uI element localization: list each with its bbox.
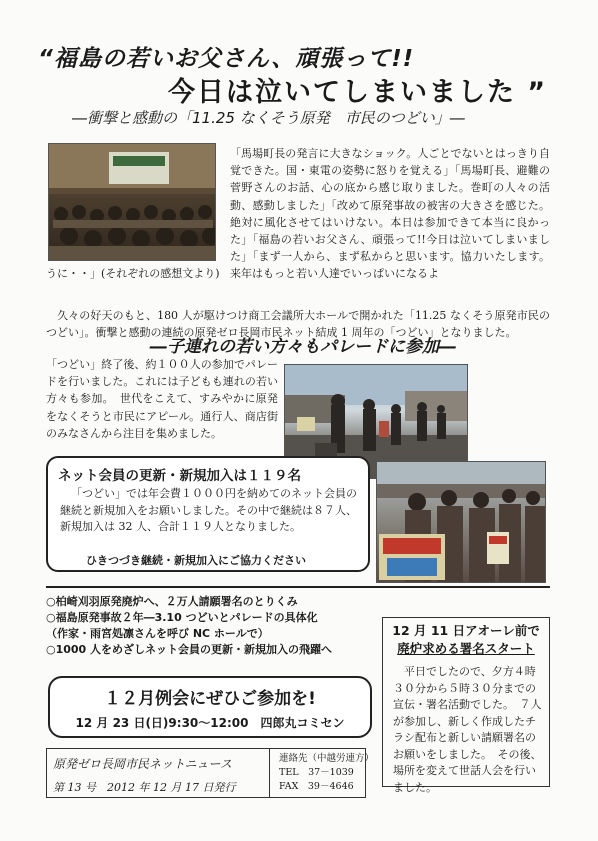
issue-info: 第 13 号 2012 年 12 月 17 日発行 <box>53 781 236 794</box>
agenda-item: （作家・雨宮処凛さんを呼び NC ホールで） <box>46 627 269 640</box>
membership-box <box>46 456 370 572</box>
signature-text: 平日でしたので、夕方４時３０分から５時３０分までの宣伝・署名活動でした。 ７人が参加し、新しく作成したチラシ配布と新しい請願署名のお願いをしました。 その後、場所を変えて世話人会を行いました。 <box>393 665 542 794</box>
section-divider <box>46 586 550 588</box>
membership-title: ネット会員の更新・新規加入は１１９名 <box>58 468 301 484</box>
contact-label: 連絡先（中越労連方） <box>279 753 375 764</box>
subheadline: ―衝撃と感動の「11.25 なくそう原発 市民のつどい」― <box>72 109 465 127</box>
parade-banner-photo <box>376 461 546 583</box>
assembly-hall-photo <box>48 143 216 261</box>
signature-title-line1: 12 月 11 日アオーレ前で <box>392 623 540 638</box>
agenda-item: ○福島原発事故２年―3.10 つどいとパレードの具体化 <box>46 611 318 624</box>
footer-masthead <box>46 748 375 798</box>
footer-separator <box>269 749 270 797</box>
publication-name: 原発ゼロ長岡市民ネットニュース <box>53 757 232 771</box>
meeting-announcement-box <box>48 676 372 738</box>
participant-quotes-end: うに・・」(それぞれの感想文より) <box>46 267 220 280</box>
contact-tel: TEL 37－1039 <box>279 767 354 778</box>
headline-line2: 今日は泣いてしまいました ” <box>168 77 548 108</box>
agenda-item: ○1000 人をめざしネット会員の更新・新規加入の飛躍へ <box>46 643 333 656</box>
membership-appeal: ひきつづき継続・新規加入にご協力ください <box>86 554 306 567</box>
signature-campaign-box <box>382 617 550 794</box>
participant-quotes: 「馬場町長の発言に大きなショック。人ごとでないとはっきり自覚できた。国・東電の姿勢に怒りを覚える」「馬場町長、避難の菅野さんのお話、心の底から感じ取りました。巻町の人々の活動、感動しました」「改めて原発事故の被害の大きさを感じた。絶対に風化させてはいけない。本日は参加できて本当に良かった」「福島の若いお父さん、頑張って!!今日は泣いてしまいました」「まず一人から、まず私からと思います。協力いたします。来年はもっと若い人達でいっぱいになるよ <box>230 147 550 281</box>
event-report: 久々の好天のもと、180 人が駆けつけ商工会議所大ホールで開かれた「11.25 なくそう原発市民のつどい」。衝撃と感動の連続の原発ゼロ長岡市民ネット結成 1 周年の「つどい」となりました。 <box>46 309 550 340</box>
parade-section-title: ―子連れの若い方々もパレードに参加― <box>150 337 456 357</box>
contact-info <box>279 752 374 794</box>
meeting-title: １２月例会にぜひご参加を! <box>104 689 316 709</box>
signature-title <box>383 622 549 658</box>
headline-line1: “福島の若いお父さん、頑張って!! <box>38 46 415 72</box>
meeting-detail: 12 月 23 日(日)9:30～12:00 四郎丸コミセン <box>75 716 345 730</box>
agenda-list <box>46 594 376 658</box>
signature-title-line2: 廃炉求める署名スタート <box>397 641 535 656</box>
membership-text: 「つどい」では年会費１０００円を納めてのネット会員の継続と新規加入をお願いしました。その中で継続は８７人、新規加入は 32 人、合計１１９人となりました。 <box>60 487 357 533</box>
agenda-item: ○柏崎刈羽原発廃炉へ、２万人請願署名のとりくみ <box>46 595 298 608</box>
contact-fax: FAX 39－4646 <box>279 781 354 792</box>
parade-text: 「つどい」終了後、約１００人の参加でパレードを行いました。これには子どもも連れの若い方々も参加。 世代をこえて、すみやかに原発をなくそうと市民にアピール。通行人、商店街のみなさんから注目を集めました。 <box>46 358 278 440</box>
